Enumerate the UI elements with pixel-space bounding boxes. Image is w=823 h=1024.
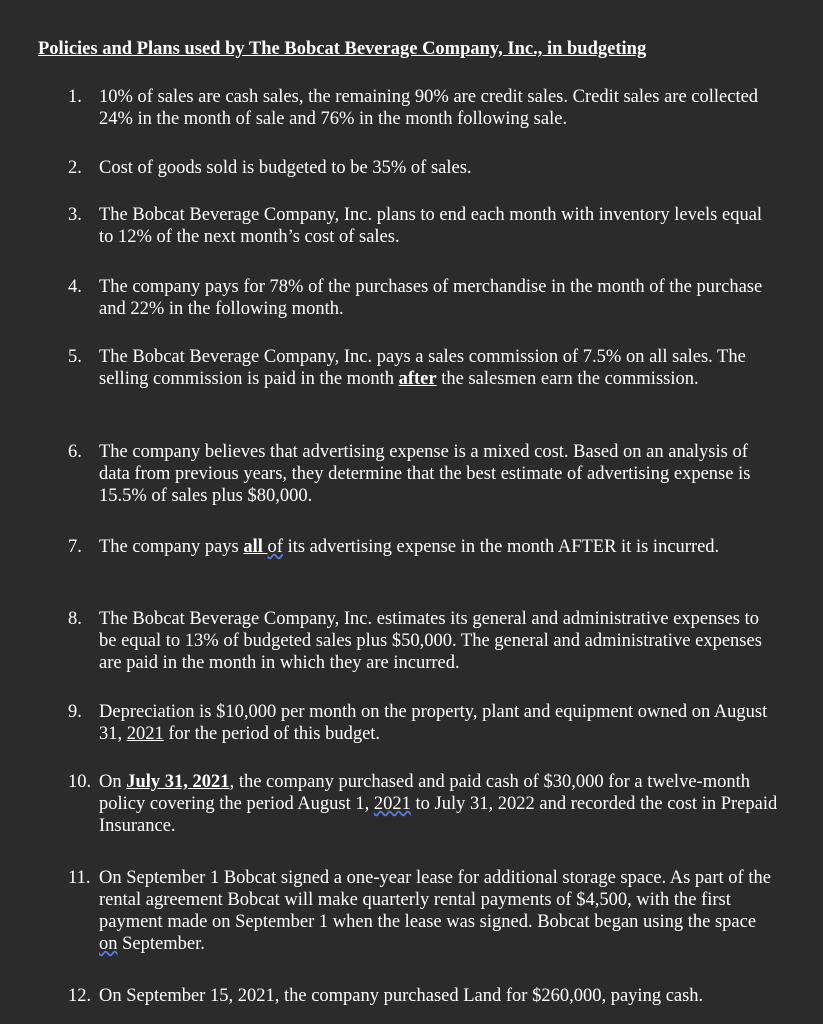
policy-text: The Bobcat Beverage Company, Inc. plans to end each month with inventory levels equal to 12% of the next month’s cost of sales. bbox=[99, 205, 763, 247]
policy-text-part: to July 31, 2022 and recorded the cost in Prepaid Insurance. bbox=[99, 794, 778, 836]
policy-text-part: the salesmen earn the commission. bbox=[436, 369, 699, 389]
policy-number: 6. bbox=[68, 442, 82, 462]
policy-emphasis-flagged: of bbox=[267, 537, 283, 557]
policy-text: Cost of goods sold is budgeted to be 35% of sales. bbox=[99, 158, 472, 178]
policy-text: The company pays for 78% of the purchases of merchandise in the month of the purchase and 22% in the following month. bbox=[99, 277, 763, 319]
policy-number: 4. bbox=[68, 277, 82, 297]
document-title: Policies and Plans used by The Bobcat Beverage Company, Inc., in budgeting bbox=[38, 39, 647, 59]
policy-text: 10% of sales are cash sales, the remaining 90% are credit sales. Credit sales are collected 24% in the month of sale and 76% in the month following sale. bbox=[99, 87, 759, 129]
policy-number: 10. bbox=[68, 772, 92, 792]
policy-emphasis: July 31, 2021 bbox=[126, 772, 230, 792]
policy-text bbox=[99, 536, 778, 558]
policy-item-2 bbox=[68, 157, 778, 179]
policy-item-11 bbox=[68, 867, 778, 955]
policy-text-part: its advertising expense in the month AFTER it is incurred. bbox=[282, 537, 720, 557]
policy-item-3 bbox=[68, 204, 778, 248]
policy-item-4 bbox=[68, 276, 778, 320]
policy-item-10 bbox=[68, 771, 778, 837]
policy-item-6 bbox=[68, 441, 778, 507]
policy-emphasis: all bbox=[243, 537, 268, 557]
policy-emphasis-flagged: 2021 bbox=[373, 794, 411, 814]
policy-text-part: On September 1 Bobcat signed a one-year lease for additional storage space. As part of the rental agreement Bobcat will make quarterly rental payments of $4,500, with the first payment made on September 1 when the lease was signed. Bobcat began using the space bbox=[99, 868, 771, 932]
policy-number: 2. bbox=[68, 158, 82, 178]
policy-number: 12. bbox=[68, 986, 92, 1006]
policy-text-part: The Bobcat Beverage Company, Inc. pays a sales commission of 7.5% on all sales. The selling commission is paid in the month bbox=[99, 347, 746, 389]
policy-text-part: Depreciation is $10,000 per month on the property, plant and equipment owned on August 31, bbox=[99, 702, 768, 744]
policy-item-5 bbox=[68, 346, 778, 390]
policy-item-9 bbox=[68, 701, 778, 745]
policy-text: The Bobcat Beverage Company, Inc. estimates its general and administrative expenses to be equal to 13% of budgeted sales plus $50,000. The general and administrative expenses are paid in the month in which they are incurred. bbox=[99, 609, 762, 673]
policy-text bbox=[99, 867, 778, 955]
policy-text-part: September. bbox=[117, 934, 205, 954]
policy-number: 7. bbox=[68, 537, 82, 557]
policy-number: 8. bbox=[68, 609, 82, 629]
policy-text-part: The company pays bbox=[99, 537, 244, 557]
policy-emphasis: after bbox=[398, 369, 437, 389]
policy-text bbox=[99, 346, 778, 390]
policy-text: On September 15, 2021, the company purchased Land for $260,000, paying cash. bbox=[99, 986, 704, 1006]
policy-number: 1. bbox=[68, 87, 82, 107]
policy-text-part: On bbox=[99, 772, 127, 792]
policy-text-part: for the period of this budget. bbox=[163, 724, 381, 744]
policy-number: 5. bbox=[68, 347, 82, 367]
policy-item-1 bbox=[68, 86, 778, 130]
policy-number: 9. bbox=[68, 702, 82, 722]
policy-emphasis: 2021 bbox=[126, 724, 164, 744]
policy-text bbox=[99, 771, 778, 837]
policy-text-part: , the company purchased and paid cash of $30,000 for a twelve-month policy covering the period August 1, bbox=[99, 772, 750, 814]
policy-item-7 bbox=[68, 536, 778, 558]
policy-text bbox=[99, 701, 778, 745]
policy-item-8 bbox=[68, 608, 778, 674]
policy-item-12 bbox=[68, 985, 778, 1007]
policy-emphasis-flagged: on bbox=[99, 934, 118, 954]
policy-text: The company believes that advertising expense is a mixed cost. Based on an analysis of data from previous years, they determine that the best estimate of advertising expense is 15.5% of sales plus $80,000. bbox=[99, 442, 751, 506]
policy-number: 11. bbox=[68, 868, 91, 888]
policy-number: 3. bbox=[68, 205, 82, 225]
